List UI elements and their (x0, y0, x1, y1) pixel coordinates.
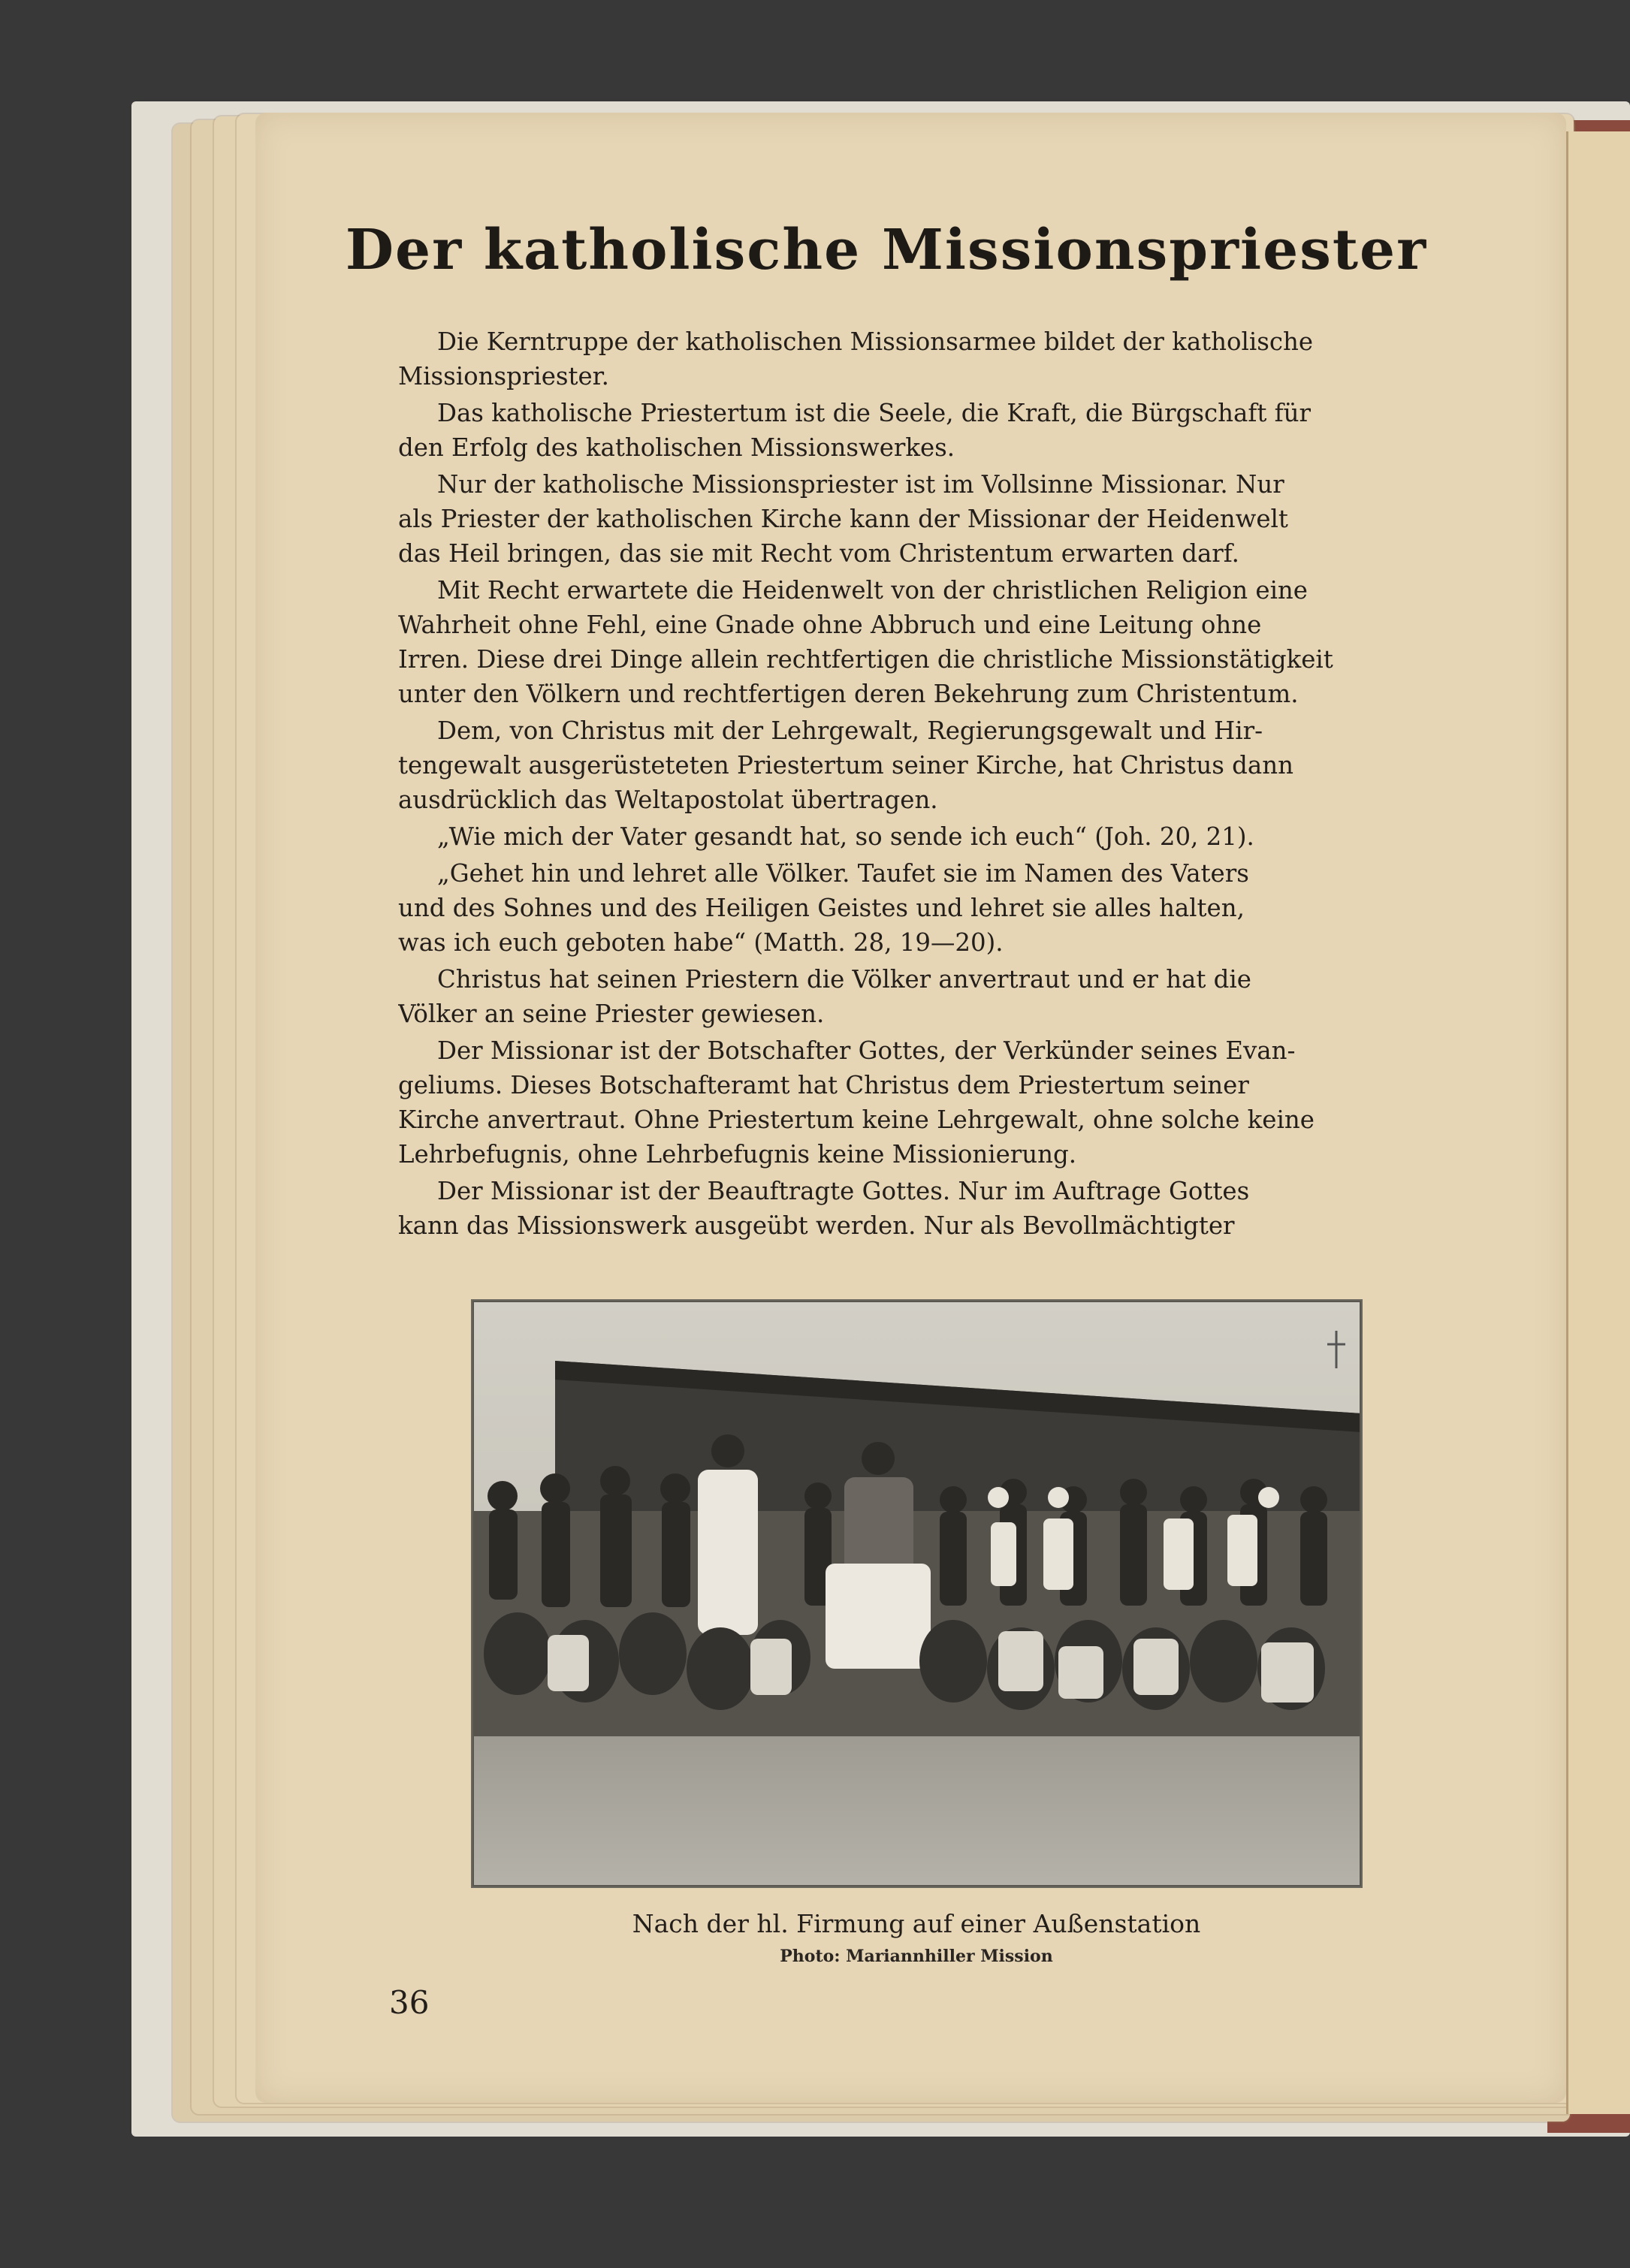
text-line: Völker an seine Priester gewiesen. (398, 1000, 825, 1028)
text-line: Der Missionar ist der Beauftragte Gottes. Nur im Auftrage Gottes (437, 1177, 1250, 1205)
text-line: Christus hat seinen Priestern die Völker anvertraut und er hat die (437, 965, 1251, 994)
text-line: was ich euch geboten habe“ (Matth. 28, 19—20). (398, 928, 1004, 957)
text-line: den Erfolg des katholischen Missionswerkes. (398, 433, 955, 462)
text-line: Das katholische Priestertum ist die Seele, die Kraft, die Bürgschaft für (437, 399, 1311, 427)
facing-page-edge (1566, 131, 1630, 2114)
text-line: Lehrbefugnis, ohne Lehrbefugnis keine Missionierung. (398, 1140, 1077, 1169)
paragraph (398, 573, 1442, 711)
page-number: 36 (389, 1984, 430, 2021)
text-line: Die Kerntruppe der katholischen Missionsarmee bildet der katholische (437, 327, 1314, 356)
paragraph (398, 396, 1442, 465)
photo-credit: Photo: Mariannhiller Mission (780, 1947, 1053, 1966)
text-line: Der Missionar ist der Botschafter Gottes, der Verkünder seines Evan- (437, 1036, 1296, 1065)
text-line: tengewalt ausgerüsteteten Priestertum seiner Kirche, hat Christus dann (398, 751, 1293, 780)
text-line: das Heil bringen, das sie mit Recht vom Christentum erwarten darf. (398, 539, 1239, 568)
paragraph (398, 713, 1442, 817)
text-line: geliums. Dieses Botschafteramt hat Christus dem Priestertum seiner (398, 1071, 1249, 1099)
text-line: als Priester der katholischen Kirche kann der Missionar der Heidenwelt (398, 505, 1288, 533)
text-line: Nur der katholische Missionspriester ist im Vollsinne Missionar. Nur (437, 470, 1284, 499)
text-line: Wahrheit ohne Fehl, eine Gnade ohne Abbruch und eine Leitung ohne (398, 611, 1262, 639)
text-line: kann das Missionswerk ausgeübt werden. Nur als Bevollmächtigter (398, 1211, 1235, 1240)
text-line: Kirche anvertraut. Ohne Priestertum keine Lehrgewalt, ohne solche keine (398, 1105, 1315, 1134)
text-line: und des Sohnes und des Heiligen Geistes und lehret sie alles halten, (398, 894, 1245, 922)
paragraph (398, 962, 1442, 1031)
text-line: Dem, von Christus mit der Lehrgewalt, Regierungsgewalt und Hir- (437, 716, 1263, 745)
body-text (398, 324, 1442, 1245)
text-line: „Gehet hin und lehret alle Völker. Taufet sie im Namen des Vaters (437, 859, 1249, 888)
paragraph (398, 324, 1442, 394)
text-line: Irren. Diese drei Dinge allein rechtfertigen die christliche Missionstätigkeit (398, 645, 1333, 674)
paragraph (398, 467, 1442, 571)
paragraph (398, 1033, 1442, 1172)
mission-photo (471, 1299, 1363, 1888)
paragraph (398, 856, 1442, 960)
text-line: unter den Völkern und rechtfertigen deren Bekehrung zum Christentum. (398, 680, 1299, 708)
photo-caption: Nach der hl. Firmung auf einer Außenstation (632, 1909, 1201, 1938)
paragraph (398, 819, 1442, 854)
photo-illustration (472, 1301, 1361, 1886)
text-line: Mit Recht erwartete die Heidenwelt von der christlichen Religion eine (437, 576, 1308, 605)
text-line: ausdrücklich das Weltapostolat übertragen. (398, 786, 938, 814)
text-line: Missionspriester. (398, 362, 609, 391)
page-title: Der katholische Missionspriester (345, 218, 1428, 282)
text-line: „Wie mich der Vater gesandt hat, so sende ich euch“ (Joh. 20, 21). (437, 822, 1254, 851)
paragraph (398, 1174, 1442, 1243)
